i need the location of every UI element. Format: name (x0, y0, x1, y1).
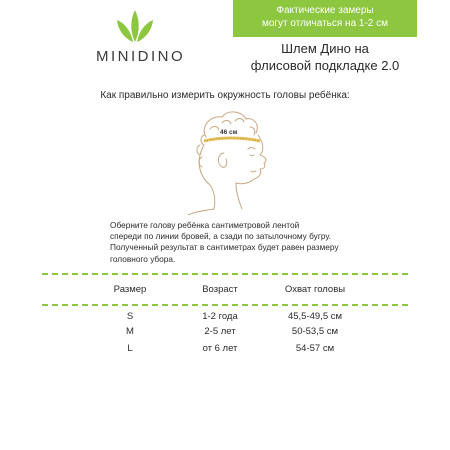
measurement-instruction (110, 220, 350, 265)
product-title-line-1: Шлем Дино на (281, 41, 369, 56)
banner-line-1: Фактические замеры (276, 5, 374, 16)
row-l-age: от 6 лет (202, 343, 238, 354)
row-m-girth: 50-53,5 см (291, 326, 339, 337)
banner-line-2: могут отличаться на 1-2 см (261, 17, 389, 29)
row-l-girth: 54-57 см (295, 343, 335, 354)
child-head-measurement-illustration (180, 105, 280, 215)
instruction-line-4: головного убора. (110, 253, 176, 264)
row-m-size: M (126, 326, 134, 337)
instruction-line-2: спереди по линии бровей, а сзади по затылочному бугру. (110, 231, 331, 242)
row-s-age: 1-2 года (202, 311, 238, 322)
brand-name: MINIDINO (96, 48, 186, 65)
logo (90, 8, 180, 44)
header-size: Размер (113, 284, 147, 295)
instruction-line-3: Полученный результат в сантиметрах будет равен размеру (110, 242, 339, 253)
instruction-line-1: Оберните голову ребёнка сантиметровой лентой (110, 220, 300, 230)
row-s-girth: 45,5-49,5 см (287, 311, 343, 322)
table-top-divider (42, 273, 408, 275)
measurement-note-banner (233, 0, 417, 37)
product-title (233, 40, 417, 74)
leaf-logo-icon (113, 8, 157, 44)
product-title-line-2: флисовой подкладке 2.0 (250, 58, 400, 73)
table-header-divider (42, 304, 408, 306)
row-m-age: 2-5 лет (204, 326, 236, 337)
measure-heading: Как правильно измерить окружность головы ребёнка: (100, 90, 350, 101)
header-head-girth: Охват головы (284, 284, 346, 295)
header-age: Возраст (202, 284, 238, 295)
tape-label: 46 см (220, 129, 238, 136)
row-s-size: S (126, 311, 134, 322)
row-l-size: L (127, 343, 133, 354)
